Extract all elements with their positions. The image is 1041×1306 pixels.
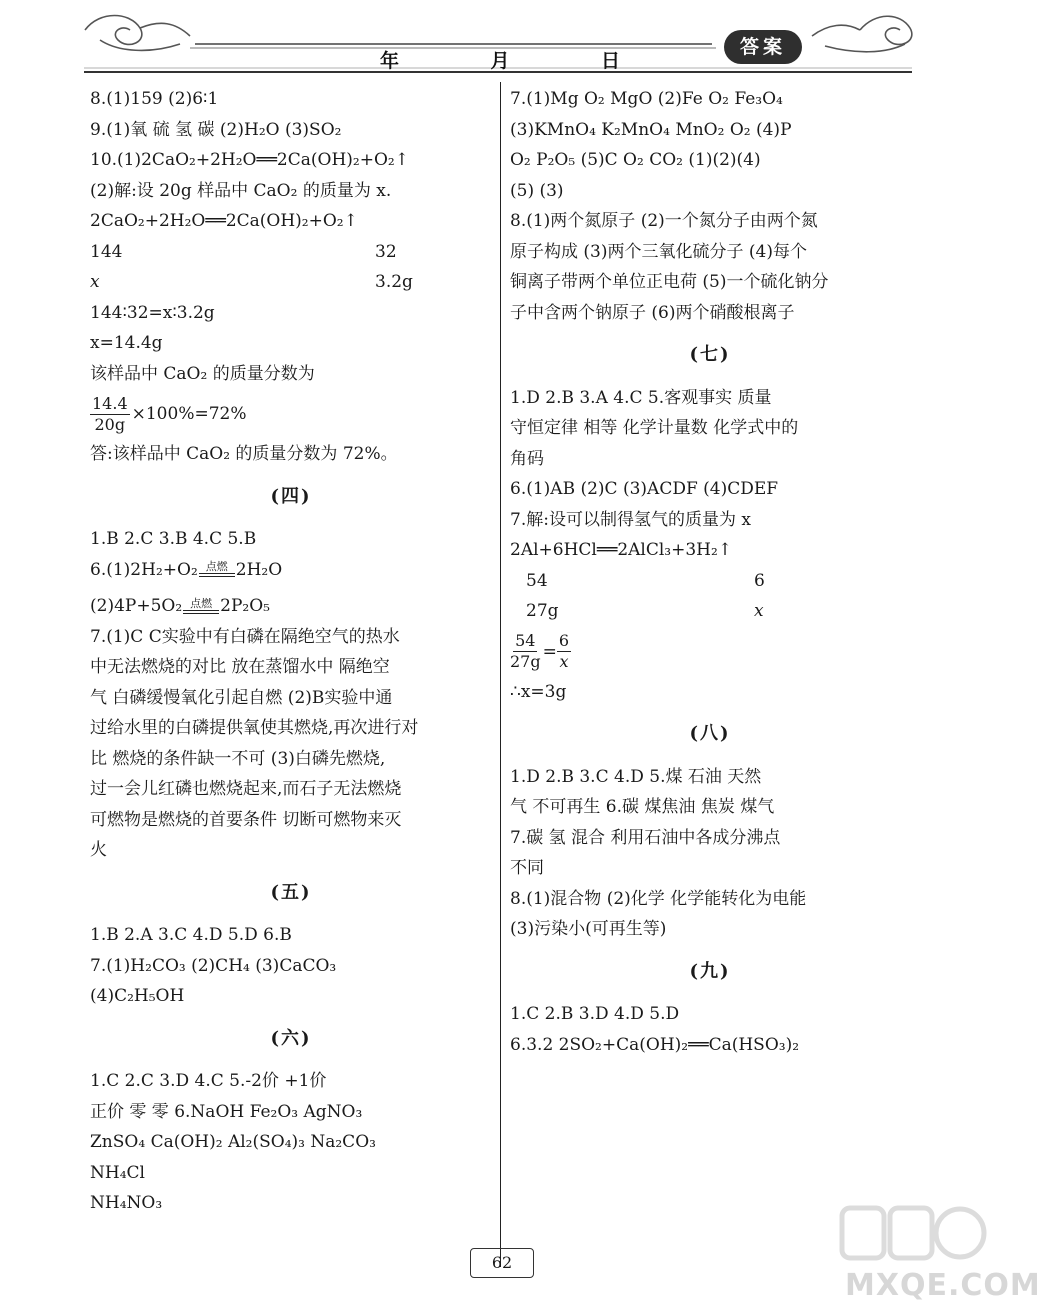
answer-line: O₂ P₂O₅ (5)C O₂ CO₂ (1)(2)(4) [510,150,761,170]
fraction [510,631,541,672]
answer-line: 6.(1)AB (2)C (3)ACDF (4)CDEF [510,479,779,499]
answer-line: 7.(1)H₂CO₃ (2)CH₄ (3)CaCO₃ [90,955,337,976]
answer-line: (2)解:设 20g 样品中 CaO₂ 的质量为 x. [90,180,392,201]
month-label: 月 [490,50,510,72]
ratio-row [510,566,910,597]
answer-line: 7.碳 氢 混合 利用石油中各成分沸点 [510,827,781,848]
condition-text: 点燃 [205,560,228,573]
denominator: x [559,652,569,671]
answer-line: 铜离子带两个单位正电荷 (5)一个硫化钠分 [510,272,829,292]
answer-line: (3)污染小(可再生等) [510,919,667,939]
fraction [90,394,130,435]
answer-line: (5) (3) [510,180,564,201]
equation-right: 2P₂O₅ [220,596,270,616]
answer-line: 10.(1)2CaO₂+2H₂O══2Ca(OH)₂+O₂↑ [90,150,409,170]
fraction-line [90,389,492,439]
fraction [557,631,571,672]
ratio-row [90,237,492,268]
denominator: 27g [510,652,541,671]
numerator: 54 [515,631,536,650]
section-title-8: (八) [689,723,731,744]
equation-right: 2H₂O [235,559,283,580]
answer-line: NH₄NO₃ [90,1193,163,1213]
answer-line: 8.(1)混合物 (2)化学 化学能转化为电能 [510,888,807,909]
day-label: 日 [600,50,620,72]
answer-line: 1.B 2.A 3.C 4.D 5.D 6.B [90,925,292,945]
answer-line: 气 不可再生 6.碳 煤焦油 焦炭 煤气 [510,797,775,817]
answer-line: 可燃物是燃烧的首要条件 切断可燃物来灭 [90,809,402,830]
answer-line: 守恒定律 相等 化学计量数 化学式中的 [510,418,799,438]
answer-line: 1.C 2.C 3.D 4.C 5.-2价 +1价 [90,1071,327,1091]
ratio-value: x [754,601,764,621]
section-title-9: (九) [689,960,731,982]
answer-line: 9.(1)氧 硫 氢 碳 (2)H₂O (3)SO₂ [90,119,342,140]
answer-line: 8.(1)两个氮原子 (2)一个氮分子由两个氮 [510,211,818,231]
equation-line [90,555,492,586]
answer-line: (3)KMnO₄ K₂MnO₄ MnO₂ O₂ (4)P [510,119,792,140]
numerator: 6 [558,631,570,650]
answer-line: 答:该样品中 CaO₂ 的质量分数为 72%。 [90,444,398,464]
answer-line: NH₄Cl [90,1162,145,1183]
answer-line: 角码 [510,448,544,469]
answer-line: 7.解:设可以制得氢气的质量为 x [510,509,751,530]
equal-bar [183,610,219,614]
answer-line: 1.D 2.B 3.C 4.D 5.煤 石油 天然 [510,766,762,787]
page-number: 62 [470,1248,534,1278]
answer-line: ZnSO₄ Ca(OH)₂ Al₂(SO₄)₃ Na₂CO₃ [90,1132,376,1152]
watermark-text: MXQE.COM [845,1268,1041,1303]
answer-line: 1.B 2.C 3.B 4.C 5.B [90,529,257,549]
answer-line: 火 [90,840,107,860]
section-title-7: (七) [689,344,731,365]
header-date-fields [380,46,620,73]
fraction-rest: ×100%=72% [131,404,247,424]
answer-line: x=14.4g [90,333,163,353]
answer-line: 7.(1)C C实验中有白磷在隔绝空气的热水 [90,626,400,647]
answer-line: (4)C₂H₅OH [90,986,185,1006]
equals-sign: = [542,641,557,662]
ratio-row [90,267,492,298]
answer-line: 子中含两个钠原子 (6)两个硝酸根离子 [510,302,795,323]
answer-line: 原子构成 (3)两个三氧化硫分子 (4)每个 [510,241,807,262]
answer-line: 过一会儿红磷也燃烧起来,而石子无法燃烧 [90,779,402,799]
answer-line: 6.3.2 2SO₂+Ca(OH)₂══Ca(HSO₃)₂ [510,1034,800,1055]
ratio-value: 32 [375,241,397,262]
answer-line: 正价 零 零 6.NaOH Fe₂O₃ AgNO₃ [90,1101,363,1122]
right-column [510,84,910,1060]
answer-line: 8.(1)159 (2)6∶1 [90,89,219,109]
answer-line: 2Al+6HCl══2AlCl₃+3H₂↑ [510,540,733,560]
ratio-value: 54 [526,570,548,591]
answer-line: 144∶32=x∶3.2g [90,302,215,323]
equal-bar [199,573,235,577]
left-column [90,84,492,1219]
ratio-row [510,596,910,627]
equation-left: (2)4P+5O₂ [90,596,183,616]
answer-line: 1.D 2.B 3.A 4.C 5.客观事实 质量 [510,387,772,408]
answer-line: 1.C 2.B 3.D 4.D 5.D [510,1004,680,1024]
equation-line [90,591,492,622]
year-label: 年 [380,50,400,72]
section-title-4: (四) [270,485,312,507]
answer-line: 该样品中 CaO₂ 的质量分数为 [90,363,315,384]
answer-badge: 答案 [724,30,802,64]
column-divider [500,82,501,1267]
answer-line: ∴x=3g [510,681,567,702]
answer-line: 气 白磷缓慢氧化引起自燃 (2)B实验中通 [90,687,393,708]
answer-line: 2CaO₂+2H₂O══2Ca(OH)₂+O₂↑ [90,211,358,231]
answer-line: 7.(1)Mg O₂ MgO (2)Fe O₂ Fe₃O₄ [510,89,783,109]
answer-line: 中无法燃烧的对比 放在蒸馏水中 隔绝空 [90,657,390,677]
section-title-6: (六) [270,1027,312,1049]
answer-line: 不同 [510,858,544,878]
numerator: 14.4 [92,393,128,413]
section-title-5: (五) [270,881,312,903]
equation-left: 6.(1)2H₂+O₂ [90,559,198,580]
reaction-condition [183,598,219,622]
ratio-value: 6 [754,570,765,591]
ratio-value: 144 [90,241,123,262]
ratio-value: x [90,272,100,292]
fraction-line [510,627,910,677]
reaction-condition [199,561,235,585]
answer-line: 过给水里的白磷提供氧使其燃烧,再次进行对 [90,718,419,738]
condition-text: 点燃 [190,596,213,610]
ratio-value: 27g [526,601,559,621]
ratio-value: 3.2g [375,272,413,292]
denominator: 20g [94,414,126,434]
answer-line: 比 燃烧的条件缺一不可 (3)白磷先燃烧, [90,748,386,769]
